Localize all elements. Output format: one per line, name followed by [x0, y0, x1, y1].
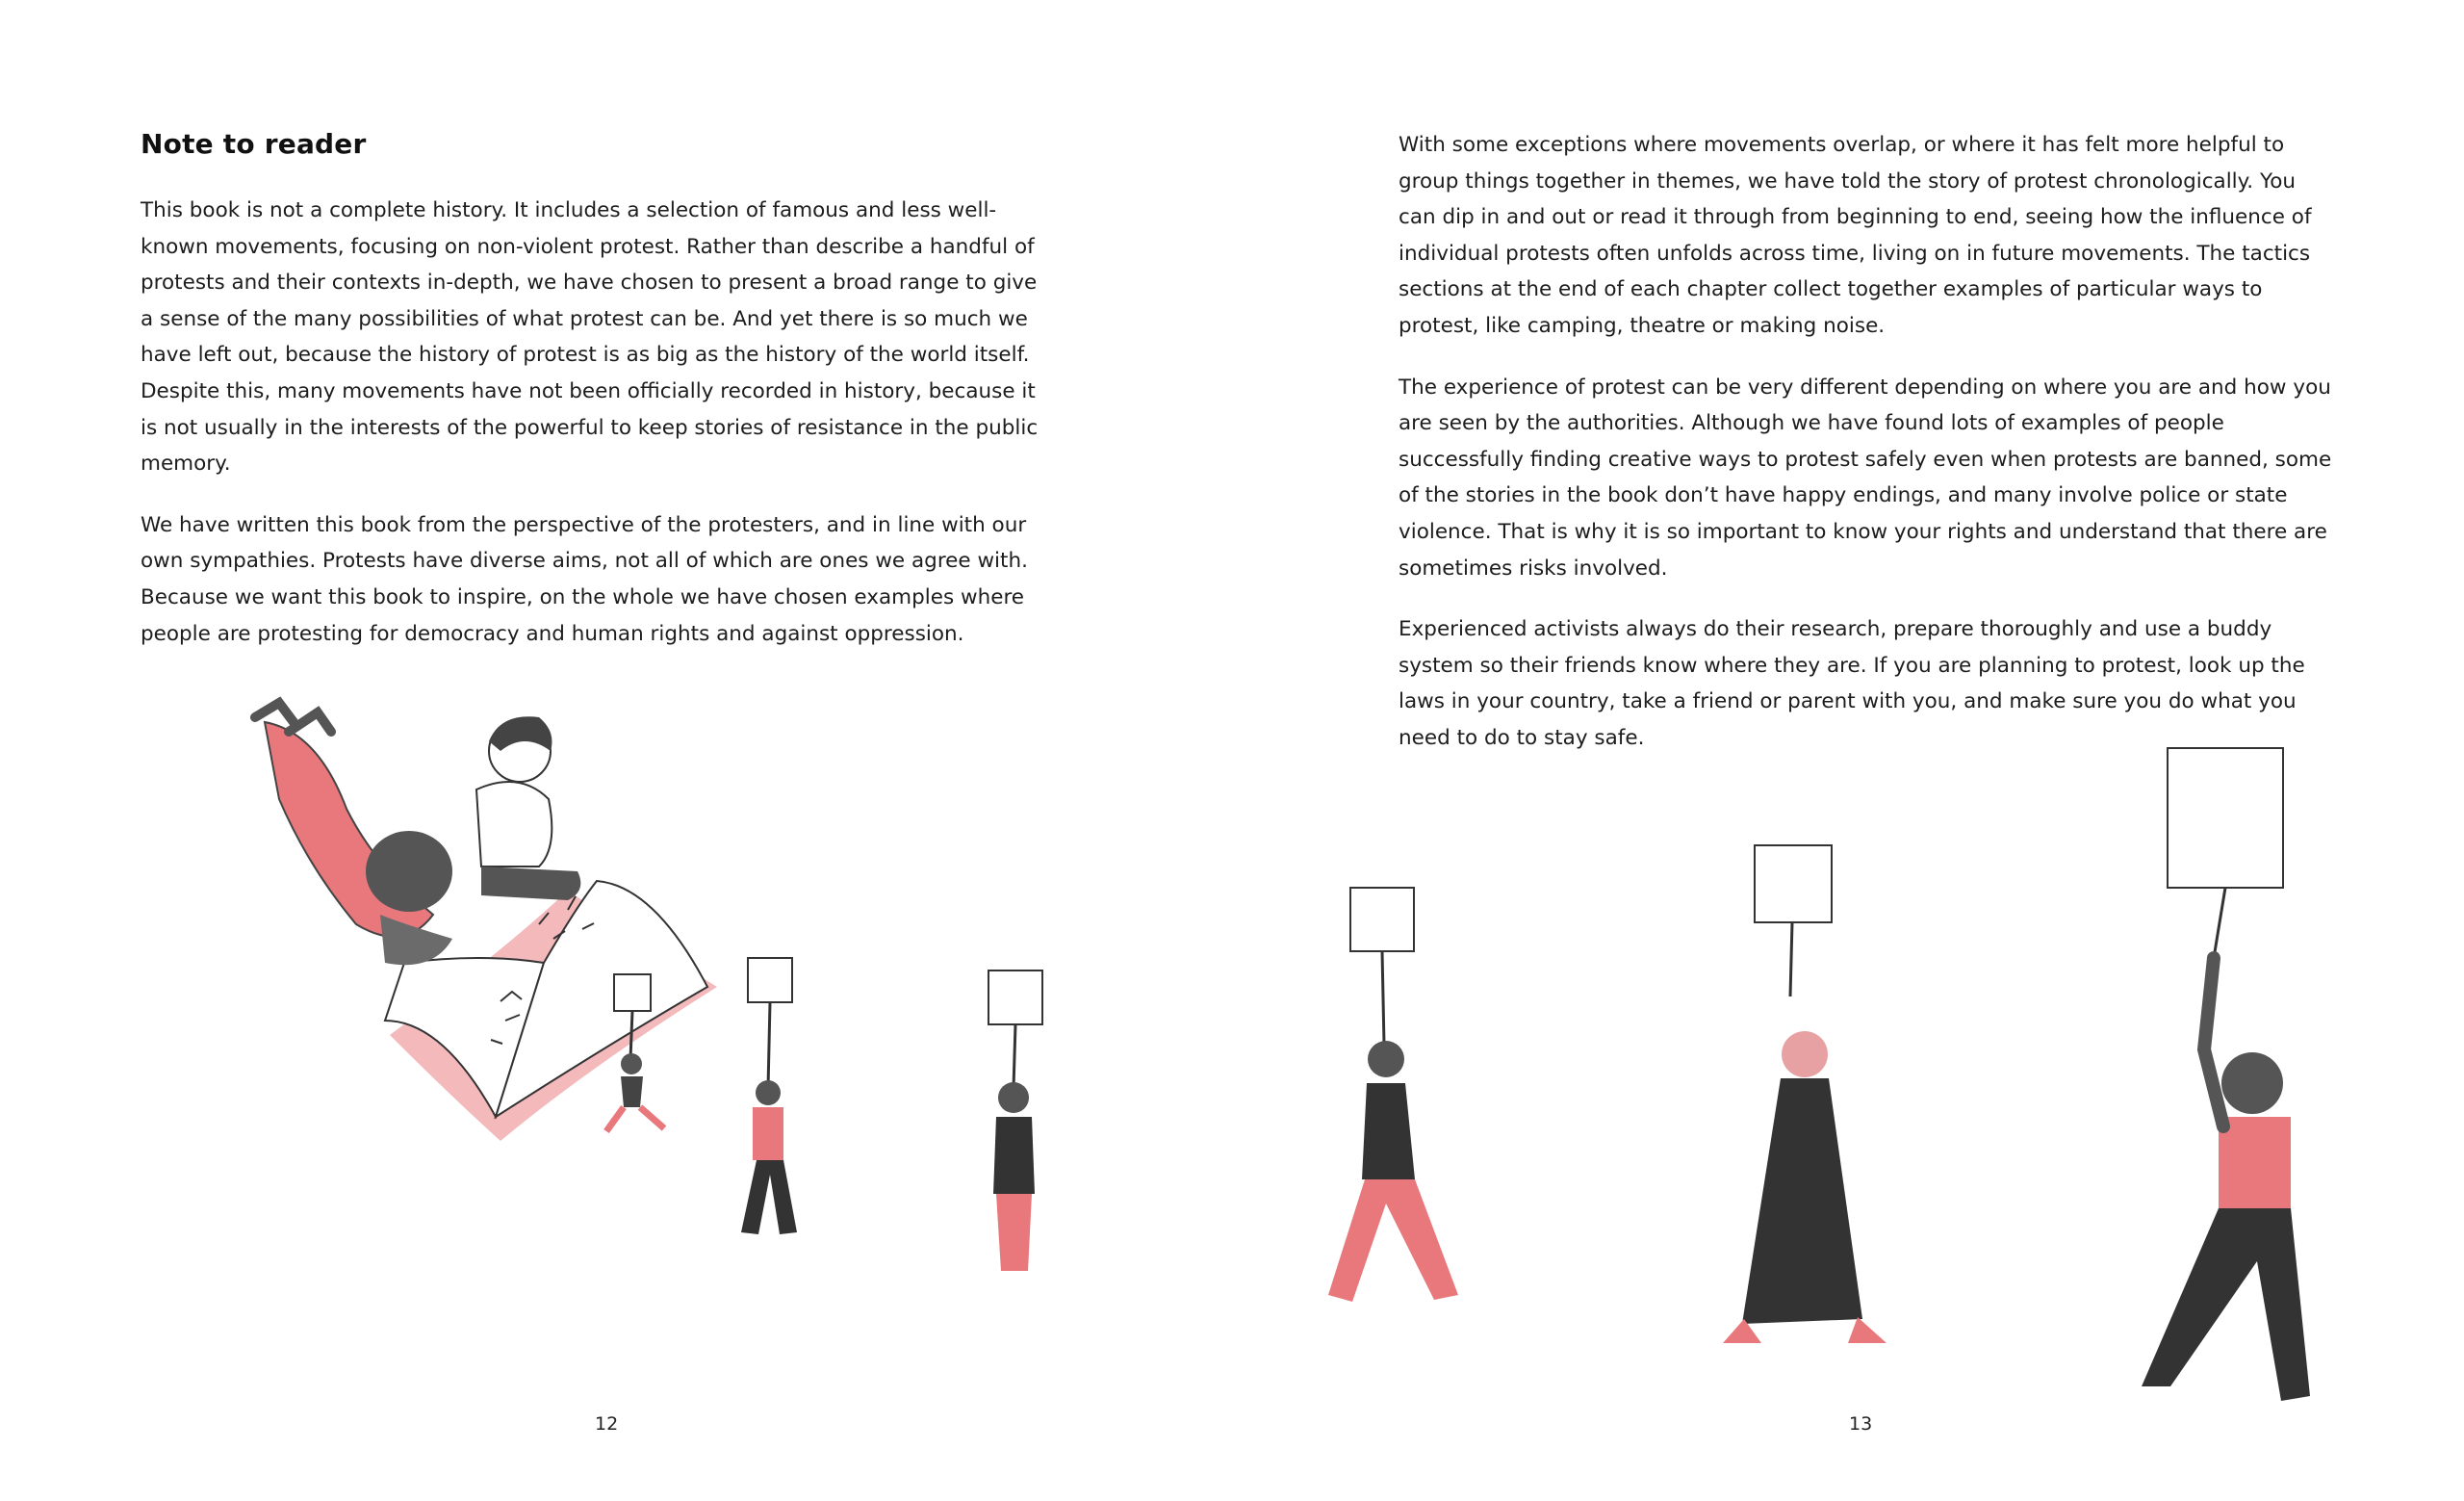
- page-number-left: 12: [595, 1413, 619, 1435]
- left-body-text: [141, 193, 1055, 677]
- page-heading: Note to reader: [141, 128, 367, 160]
- paragraph: The experience of protest can be very different depending on where you are and how you are seen by the authorities. Although we have found lots of examples of people successfully finding creative ways to protest safely even when protests are banned, some of the stories in the book don’t have happy endings, and many involve police or state violence. That is why it is so important to know your rights and understand that there are sometimes risks involved.: [1399, 375, 2332, 581]
- paragraph: We have written this book from the perspective of the protesters, and in line with our own sympathies. Protests have diverse aims, not all of which are ones we agree with. Because we want this book to inspire, on the whole we have chosen examples where people are protesting for democracy and human rights and against oppression.: [141, 512, 1028, 646]
- paragraph: Experienced activists always do their research, prepare thoroughly and use a buddy system so their friends know where they are. If you are planning to protest, look up the laws in your country, take a friend or parent with you, and make sure you do what you need to do to stay safe.: [1399, 617, 2305, 750]
- paragraph: This book is not a complete history. It includes a selection of famous and less well-known movements, focusing on non-violent protest. Rather than describe a handful of protests and their contexts in-depth, we have chosen to present a broad range to give a sense of the many possibilities of what protest can be. And yet there is so much we have left out, because the history of protest is as big as the history of the world itself. Despite this, many movements have not been officially recorded in history, because it is not usually in the interests of the powerful to keep stories of resistance in the public memory.: [141, 198, 1039, 477]
- paragraph: With some exceptions where movements overlap, or where it has felt more helpful to group things together in themes, we have told the story of protest chronologically. You can dip in and out or read it through from beginning to end, seeing how the influence of individual protests often unfolds across time, living on in future movements. The tactics sections at the end of each chapter collect together examples of particular ways to protest, like camping, theatre or making noise.: [1399, 133, 2312, 338]
- right-body-text: [1399, 127, 2332, 782]
- page-number-right: 13: [1849, 1413, 1873, 1435]
- right-page: [1232, 0, 2464, 1501]
